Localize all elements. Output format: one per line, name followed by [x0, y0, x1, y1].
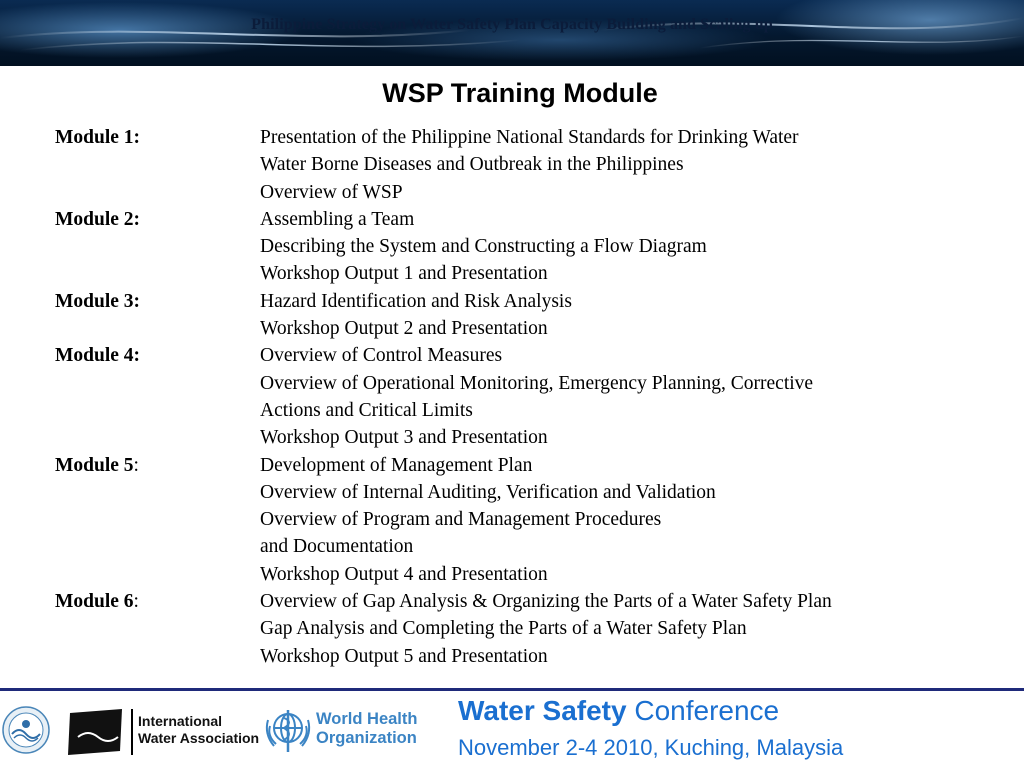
module-label — [55, 206, 255, 233]
who-name-line1: World Health — [316, 710, 418, 728]
module-topic: Workshop Output 3 and Presentation — [260, 427, 548, 449]
iwa-divider — [131, 709, 133, 755]
module-topics — [260, 124, 975, 206]
conference-title-bold: Water Safety — [458, 695, 627, 726]
conference-title-rest: Conference — [626, 695, 780, 726]
module-label — [55, 288, 255, 315]
module-label-colon: : — [133, 345, 141, 367]
module-list — [55, 124, 975, 670]
module-topic: Overview of Control Measures — [260, 345, 503, 367]
module-block — [55, 288, 975, 343]
module-label-text: Module 2 — [55, 208, 134, 230]
module-topic: Workshop Output 2 and Presentation — [260, 318, 548, 340]
module-label-colon: : — [133, 127, 141, 148]
module-topics — [260, 288, 975, 343]
module-topics — [260, 588, 975, 670]
module-topic: Development of Management Plan — [260, 454, 533, 476]
module-topics — [260, 452, 975, 588]
module-block — [55, 452, 975, 588]
module-topic: Describing the System and Constructing a Flow Diagram — [260, 236, 707, 258]
module-topic: Gap Analysis and Completing the Parts of a Water Safety Plan — [260, 618, 747, 640]
page-title: WSP Training Module — [382, 78, 658, 108]
module-topic: Overview of WSP — [260, 181, 403, 203]
module-label-colon: : — [133, 454, 139, 476]
conference-date: November 2-4 2010, Kuching, Malaysia — [458, 735, 844, 760]
iwa-logo — [66, 707, 260, 757]
module-topic: Assembling a Team — [260, 208, 415, 230]
seal-logo-icon — [2, 706, 50, 754]
module-topic: Presentation of the Philippine National Standards for Drinking Water — [260, 127, 799, 148]
who-emblem-icon — [262, 704, 314, 756]
who-name-line2: Organization — [316, 729, 417, 747]
module-topic: Overview of Gap Analysis & Organizing the Parts of a Water Safety Plan — [260, 591, 832, 613]
module-label — [55, 452, 255, 479]
module-topic: Workshop Output 4 and Presentation — [260, 563, 548, 585]
module-topic: Actions and Critical Limits — [260, 399, 473, 421]
module-label-text: Module 4 — [55, 345, 134, 367]
module-label-colon: : — [133, 591, 139, 613]
iwa-name-line1: International — [138, 713, 223, 729]
module-label-colon: : — [133, 290, 141, 312]
module-topic: Water Borne Diseases and Outbreak in the Philippines — [260, 154, 684, 176]
conference-title — [458, 695, 779, 727]
banner-title: Philippine Strategy on Water Safety Plan Capacity Building and Scaling up — [251, 16, 773, 33]
module-topic: Workshop Output 1 and Presentation — [260, 263, 548, 285]
module-block — [55, 206, 975, 288]
header-banner — [0, 0, 1024, 66]
module-label — [55, 124, 255, 151]
module-topic: Overview of Internal Auditing, Verification and Validation — [260, 481, 716, 503]
module-label-text: Module 3 — [55, 290, 134, 312]
iwa-name — [138, 713, 259, 747]
iwa-mark-icon — [66, 707, 126, 757]
module-topics — [260, 342, 975, 451]
iwa-name-line2: Water Association — [138, 730, 260, 746]
module-label — [55, 588, 255, 615]
module-topic: Hazard Identification and Risk Analysis — [260, 290, 572, 312]
module-block — [55, 588, 975, 670]
module-label — [55, 342, 255, 369]
module-block — [55, 342, 975, 451]
who-name — [316, 710, 417, 748]
module-label-text: Module 5 — [55, 454, 134, 476]
module-label-colon: : — [133, 208, 141, 230]
module-topic: Overview of Program and Management Procedures — [260, 509, 662, 531]
module-topic: Workshop Output 5 and Presentation — [260, 645, 548, 667]
who-logo — [262, 704, 418, 756]
module-topic: Overview of Operational Monitoring, Emergency Planning, Corrective — [260, 372, 814, 394]
module-block — [55, 124, 975, 206]
module-topics — [260, 206, 975, 288]
module-label-text: Module 1 — [55, 127, 134, 148]
module-topic: and Documentation — [260, 536, 414, 558]
module-label-text: Module 6 — [55, 591, 134, 613]
